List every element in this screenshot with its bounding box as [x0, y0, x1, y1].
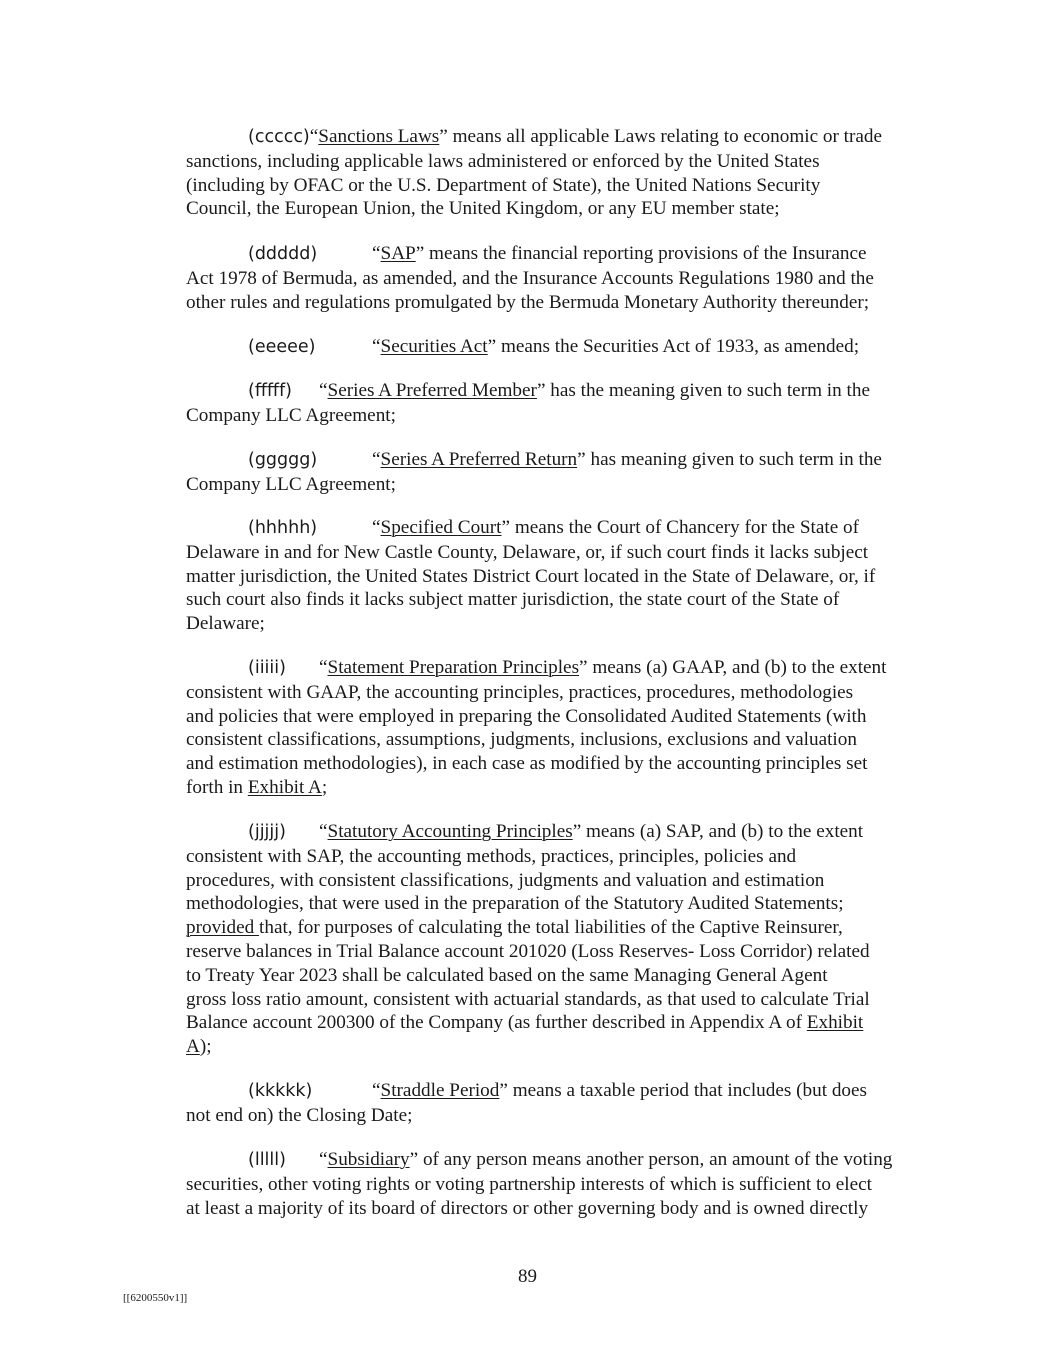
definition-series-a-preferred-return: (ggggg) “Series A Preferred Return” has meaning given to such term in the Company LLC Agreement;: [186, 449, 882, 495]
page-number: 89: [518, 1266, 537, 1287]
defined-term: Sanctions Laws: [318, 126, 440, 147]
definition-straddle-period: (kkkkk) “Straddle Period” means a taxable period that includes (but does not end on) the Closing Date;: [186, 1080, 868, 1126]
defined-term: Series A Preferred Member: [327, 380, 537, 401]
exhibit-a-link[interactable]: A: [186, 1036, 200, 1058]
definition-specified-court: (hhhhh) “Specified Court” means the Court of Chancery for the State of Delaware in and for New Castle County, Delaware, or, if such court finds it lacks subject matter jurisdiction, the United States District Court located in the State of Delaware, or, if such court also finds it lacks subject matter jurisdiction, the state court of the State of Delaware;: [186, 517, 876, 635]
section-label: (ggggg): [248, 450, 318, 470]
section-label: (eeeee): [248, 337, 316, 357]
exhibit-a-link[interactable]: Exhibit A: [247, 776, 322, 798]
definition-series-a-preferred-member: (fffff) “Series A Preferred Member” has the meaning given to such term in the Company LLC Agreement;: [186, 380, 870, 426]
defined-term: Statutory Accounting Principles: [327, 821, 573, 842]
definition-statutory-accounting-principles: (jjjjj) “Statutory Accounting Principles” means (a) SAP, and (b) to the extent consistent with SAP, the accounting methods, practices, principles, policies and procedures, with consistent classifications, judgments and valuation and estimation methodologies, that were used in the preparation of the Statutory Audited Statements; provided that, for purposes of calculating the total liabilities of the Captive Reinsurer, reserve balances in Trial Balance account 201020 (Loss Reserves- Loss Corridor) related to Treaty Year 2023 shall be calculated based on the same Managing General Agent gross loss ratio amount, consistent with actuarial standards, as that used to calculate Trial Balance account 200300 of the Company (as further described in Appendix A of Exhibit A);: [186, 821, 870, 1058]
section-label: (hhhhh): [248, 518, 318, 538]
document-id: [[6200550v1]]: [123, 1292, 188, 1304]
defined-term: Series A Preferred Return: [380, 449, 578, 470]
section-label: (iiiii): [248, 658, 286, 678]
provided-term: provided: [186, 917, 260, 939]
section-label: (fffff): [248, 381, 292, 401]
definition-statement-preparation-principles: (iiiii) “Statement Preparation Principles” means (a) GAAP, and (b) to the extent consistent with GAAP, the accounting principles, practices, procedures, methodologies and policies that were employed in preparing the Consolidated Audited Statements (with consistent classifications, assumptions, judgments, inclusions, exclusions and valuation and estimation methodologies), in each case as modified by the accounting principles set forth in Exhibit A;: [186, 657, 887, 798]
section-label: (ccccc): [248, 127, 310, 147]
definition-subsidiary: (lllll) “Subsidiary” of any person means another person, an amount of the voting securities, other voting rights or voting partnership interests of which is sufficient to elect at least a majority of its board of directors or other governing body and is owned directly: [186, 1149, 893, 1219]
defined-term: Straddle Period: [380, 1080, 500, 1101]
section-label: (ddddd): [248, 244, 318, 264]
defined-term: Specified Court: [380, 517, 502, 538]
defined-term: Securities Act: [380, 336, 488, 357]
definition-sanctions-laws: (ccccc)“Sanctions Laws” means all applicable Laws relating to economic or trade sanctions, including applicable laws administered or enforced by the United States (including by OFAC or the U.S. Department of State), the United Nations Security Council, the European Union, the United Kingdom, or any EU member state;: [186, 126, 883, 220]
defined-term: Statement Preparation Principles: [327, 657, 580, 678]
exhibit-a-link[interactable]: Exhibit: [806, 1012, 864, 1034]
section-label: (lllll): [248, 1150, 286, 1170]
section-label: (kkkkk): [248, 1081, 313, 1101]
definition-sap: (ddddd) “SAP” means the financial reporting provisions of the Insurance Act 1978 of Bermuda, as amended, and the Insurance Accounts Regulations 1980 and the other rules and regulations promulgated by the Bermuda Monetary Authority thereunder;: [186, 243, 874, 313]
defined-term: SAP: [380, 243, 416, 264]
defined-term: Subsidiary: [327, 1149, 410, 1170]
definition-securities-act: (eeeee) “Securities Act” means the Securities Act of 1933, as amended;: [186, 335, 936, 360]
section-label: (jjjjj): [248, 822, 286, 842]
